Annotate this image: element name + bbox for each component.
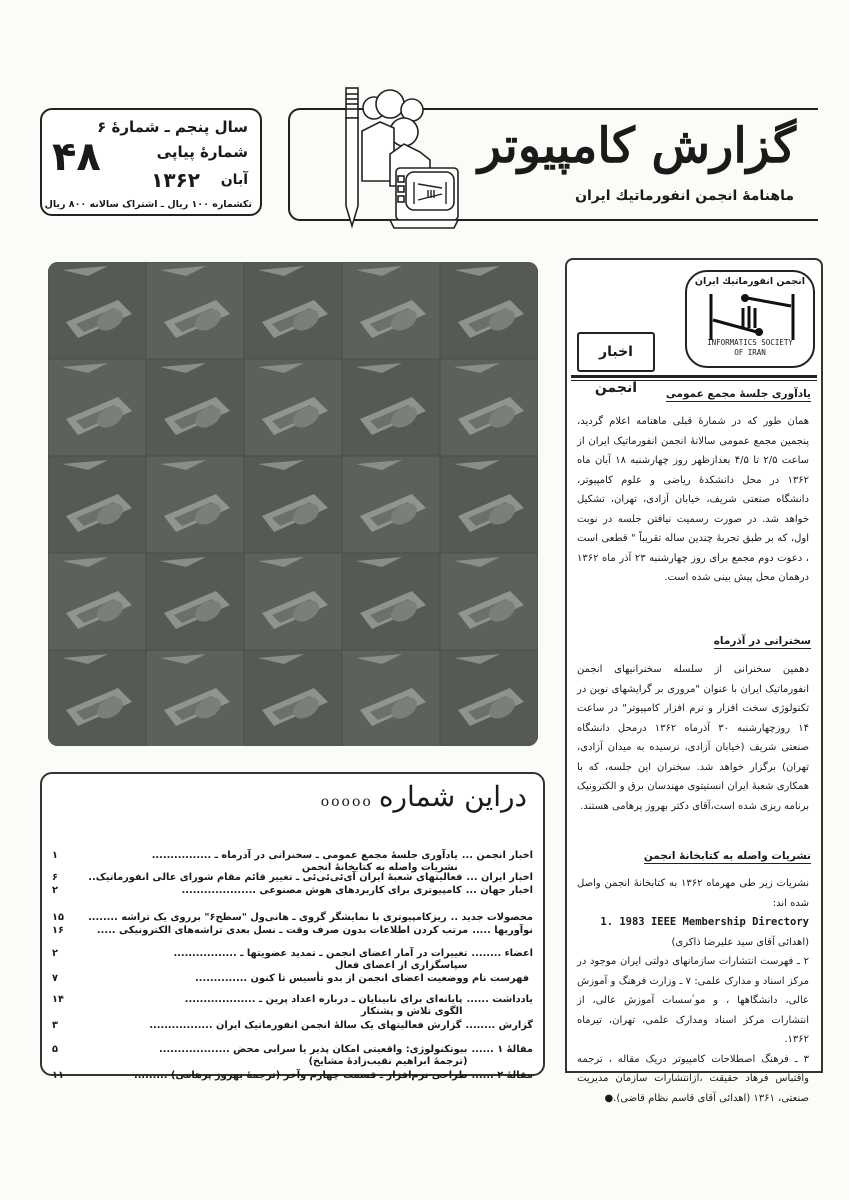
toc-entry-title: پایانه‌ای برای نابینایان ـ درباره اعداد پرین ـ ................... — [184, 994, 463, 1005]
toc-page-number: ۳ — [52, 1020, 58, 1031]
toc-row — [52, 872, 533, 884]
toc-entry — [74, 973, 533, 985]
collage-tile — [146, 650, 244, 746]
collage-tile — [440, 553, 538, 650]
toc-page-number: ۲ — [52, 948, 58, 959]
serial-number: ۴۸ — [52, 134, 101, 180]
collage-tile — [244, 650, 342, 746]
toc-entry-title: یادآوری جلسهٔ مجمع عمومی ـ سخنرانی در آذرماه ـ ................ — [151, 850, 458, 861]
toc-entry-subtitle: نشریات واصله به کتابخانهٔ انجمن — [301, 862, 458, 873]
toc-entry — [74, 948, 471, 972]
toc-entry — [74, 1044, 471, 1068]
collage-tile — [244, 553, 342, 650]
section-label-society-news: اخبار انجمن — [577, 332, 655, 372]
toc-row — [52, 925, 533, 937]
toc-entry — [74, 1070, 471, 1082]
collage-tile — [48, 553, 146, 650]
toc-entry — [74, 1020, 466, 1032]
toc-entry-title: مرتب کردن اطلاعات بدون صرف وقت ـ نسل بعدی تراشه‌های الکترونیکی ..... — [96, 925, 469, 936]
toc-page-number: ۱۱ — [52, 1070, 64, 1081]
collage-tile — [48, 359, 146, 456]
article-body-lecture — [577, 660, 809, 816]
collage-tile — [342, 359, 440, 456]
toc-entry — [74, 885, 466, 897]
toc-entry-subtitle: (ترجمهٔ ابراهیم نقیب‌زادهٔ مشایخ) — [308, 1056, 468, 1067]
volume-issue: سال پنجم ـ شمارهٔ ۶ — [97, 118, 248, 136]
toc-entry-title: طراحی نرم‌افزار ـ قسمت چهارم وآخر (ترجمهٔ بهروز پرهامی) ......... — [133, 1070, 468, 1081]
toc-category: اخبار انجمن ... — [461, 850, 533, 861]
collage-tile — [146, 553, 244, 650]
magazine-title: گزارش کامپیوتر — [478, 118, 796, 174]
toc-category: اعضاء ........ — [471, 948, 533, 959]
article-body-library — [577, 874, 809, 1108]
society-news-sidebar — [565, 258, 823, 1104]
collage-tile — [342, 553, 440, 650]
toc-entry-title: کامپیوتری برای کاربردهای هوش مصنوعی .................... — [181, 885, 462, 896]
toc-row — [52, 994, 533, 1018]
library-item-2: ۲ ـ فهرست انتشارات سازمانهای دولتی ایران موجود در مرکز اسناد و مدارک علمی: ۷ ـ وزارت فرهنگ و آموزش عالی، دانشگاهها ، و موٴسسات آموزش عالی، از انتشارات مرکز اسناد ومدارک علمی، تهران، تیرماه ۱۳۶۲. — [577, 956, 809, 1045]
table-of-contents — [40, 772, 545, 1081]
toc-category: اخبار ایران ... — [466, 872, 533, 883]
collage-tile — [48, 650, 146, 746]
toc-category: محصولات جدید .. — [450, 912, 533, 923]
toc-page-number: ۲ — [52, 885, 58, 896]
toc-page-number: ۱۶ — [52, 925, 64, 936]
collage-tile — [440, 456, 538, 553]
toc-entry-subtitle: سپاسگزاری از اعضای فعال — [334, 960, 468, 971]
article-title-library: نشریات واصله به کتابخانهٔ انجمن — [643, 850, 811, 862]
toc-page-number: ۶ — [52, 872, 58, 883]
toc-entry — [74, 912, 451, 924]
toc-page-number: ۱ — [52, 850, 58, 861]
collage-tile — [146, 456, 244, 553]
issue-month: آبان — [220, 172, 248, 188]
toc-category: یادداشت ...... — [466, 994, 533, 1005]
library-intro: نشریات زیر طی مهرماه ۱۳۶۲ به کتابخانهٔ انجمن واصل شده اند: — [577, 878, 810, 909]
logo-en-line1: INFORMATICS SOCIETY — [707, 338, 793, 347]
toc-entry — [74, 850, 462, 874]
toc-row — [52, 1044, 533, 1068]
toc-entry-title: فهرست نام ووضعیت اعضای انجمن از بدو تأسیس تا کنون .............. — [195, 973, 529, 984]
collage-tile — [244, 456, 342, 553]
toc-entry-title: گزارش فعالیتهای یک سالهٔ انجمن انفورماتیک ایران ................. — [149, 1020, 462, 1031]
toc-entry-title: تغییرات در آمار اعضای انجمن ـ تمدید عضویتها ـ ................. — [173, 948, 468, 959]
keyboard-collage-image — [48, 262, 538, 746]
toc-entry-subtitle: الگوی تلاش و پشتکار — [360, 1006, 463, 1017]
article-title-general-assembly: یادآوری جلسهٔ مجمع عمومی — [665, 388, 811, 400]
toc-heading-text: دراین شماره — [378, 780, 527, 813]
toc-page-number: ۷ — [52, 973, 58, 984]
collage-tile — [342, 262, 440, 359]
collage-tile — [440, 650, 538, 746]
toc-entry — [74, 925, 472, 937]
masthead-illustration-icon — [330, 86, 460, 231]
logo-en-line2: OF IRAN — [734, 348, 766, 357]
toc-row — [52, 948, 533, 972]
toc-entry — [74, 994, 466, 1018]
collage-tile — [146, 262, 244, 359]
issue-info-box — [40, 108, 262, 216]
article-text: دهمین سخنرانی از سلسله سخنرانیهای انجمن انفورماتیک ایران با عنوان "مروری بر گرایشهای نوین در تکنولوژی سخت افزار و نرم افزار کامپیوتر" در ساعت ۱۴ روزچهارشنبه ۳۰ آذرماه ۱۳۶۲ درمحل دانشگاه صنعتی شریف (خیابان آزادی، نرسیده به میدان آزادی، تهران) برگزار خواهد شد. سخنران این جلسه، که با همکاری شعبهٔ ایران انستیتوی مهندسان برق و الکترونیک برنامه ریزی شده است،آقای دکتر بهروز پرهامی هستند. — [577, 664, 809, 812]
collage-tile — [48, 456, 146, 553]
magazine-subtitle: ماهنامهٔ انجمن انفورماتیك ایران — [575, 188, 794, 204]
toc-category: نوآوریها ..... — [472, 925, 533, 936]
society-logo — [685, 270, 815, 368]
article-body-general-assembly — [577, 412, 809, 588]
collage-tile — [244, 359, 342, 456]
society-logo-icon — [699, 290, 805, 340]
toc-entry-title: فعالیتهای شعبهٔ ایران آی‌ئی‌ئی‌ئی ـ تغییر قائم مقام شورای عالی انفورماتیک.. — [88, 872, 463, 883]
toc-row — [52, 885, 533, 897]
library-item-3: ۳ ـ فرهنگ اصطلاحات کامپیوتر دریک مقاله ، ترجمه واقتباس فرهاد حقیقت ،ازانتشارات سازمان مدیریت صنعتی، ۱۳۶۱ (اهدائی آقای قاسم نظام قاضی).● — [577, 1053, 809, 1104]
toc-page-number: ۵ — [52, 1044, 58, 1055]
collage-tile — [244, 262, 342, 359]
toc-entry-title: بیوتکنولوژی: واقعیتی امکان پذیر یا سرابی محض ................... — [159, 1044, 468, 1055]
toc-heading — [321, 780, 527, 813]
article-text: همان طور که در شمارهٔ قبلی ماهنامه اعلام گردید، پنجمین مجمع عمومی سالانهٔ انجمن انفورماتیک ایران از ساعت ۲/۵ تا ۴/۵ بعدازظهر روز چهارشنبه ۱۸ آبان ماه ۱۳۶۲ در محل دانشکدهٔ ریاضی و علوم کامپیوتر، دانشگاه صنعتی شریف، خیابان آزادی، تهران، تشکیل خواهد شد. در صورت رسمیت نیافتن جلسه در نوبت اول، که بر طبق تجربهٔ چندین ساله تقریباً " قطعی است ، دعوت دوم مجمع برای روز چهارشنبه ۲۳ آذر ماه ۱۳۶۲ درهمان محل پیش بینی شده است. — [577, 416, 809, 583]
collage-tile — [48, 262, 146, 359]
issue-year: ۱۳۶۲ — [151, 168, 200, 192]
collage-tile — [440, 359, 538, 456]
collage-tile — [146, 359, 244, 456]
toc-category: گزارش ........ — [465, 1020, 533, 1031]
article-title-lecture: سخنرانی در آذرماه — [713, 635, 811, 647]
toc-category: مقالهٔ ۱ ...... — [471, 1044, 533, 1055]
toc-row — [52, 912, 533, 924]
collage-tile — [342, 650, 440, 746]
cover-photo-collage — [48, 262, 538, 746]
toc-page-number: ۱۴ — [52, 994, 64, 1005]
collage-tile — [440, 262, 538, 359]
toc-page-number: ۱۵ — [52, 912, 64, 923]
toc-category: مقالهٔ ۲ ...... — [471, 1070, 533, 1081]
library-item-1: 1. 1983 IEEE Membership Directory — [600, 916, 809, 928]
library-item-1-note: (اهدائی آقای سید علیرضا ذاکری) — [671, 936, 809, 948]
toc-category: اخبار جهان ... — [465, 885, 533, 896]
toc-heading-dots: ooooo — [320, 794, 373, 810]
toc-row — [52, 973, 533, 985]
toc-row — [52, 850, 533, 874]
toc-row — [52, 1020, 533, 1032]
collage-tile — [342, 456, 440, 553]
logo-text-fa: انجمن انفورماتیك ایران — [694, 276, 805, 287]
price-line: تکشماره ۱۰۰ ریال ـ اشتراک سالانه ۸۰۰ ریال — [44, 199, 252, 210]
toc-entry — [74, 872, 466, 884]
serial-label: شمارهٔ پیاپی — [156, 143, 248, 161]
sidebar-divider — [571, 375, 817, 381]
logo-text-en — [687, 338, 813, 358]
toc-entry-title: ریزکامپیوتری با نمایشگر گروی ـ هانی‌ول "سطح۶" برروی یک تراشه ........ — [88, 912, 447, 923]
toc-row — [52, 1070, 533, 1082]
